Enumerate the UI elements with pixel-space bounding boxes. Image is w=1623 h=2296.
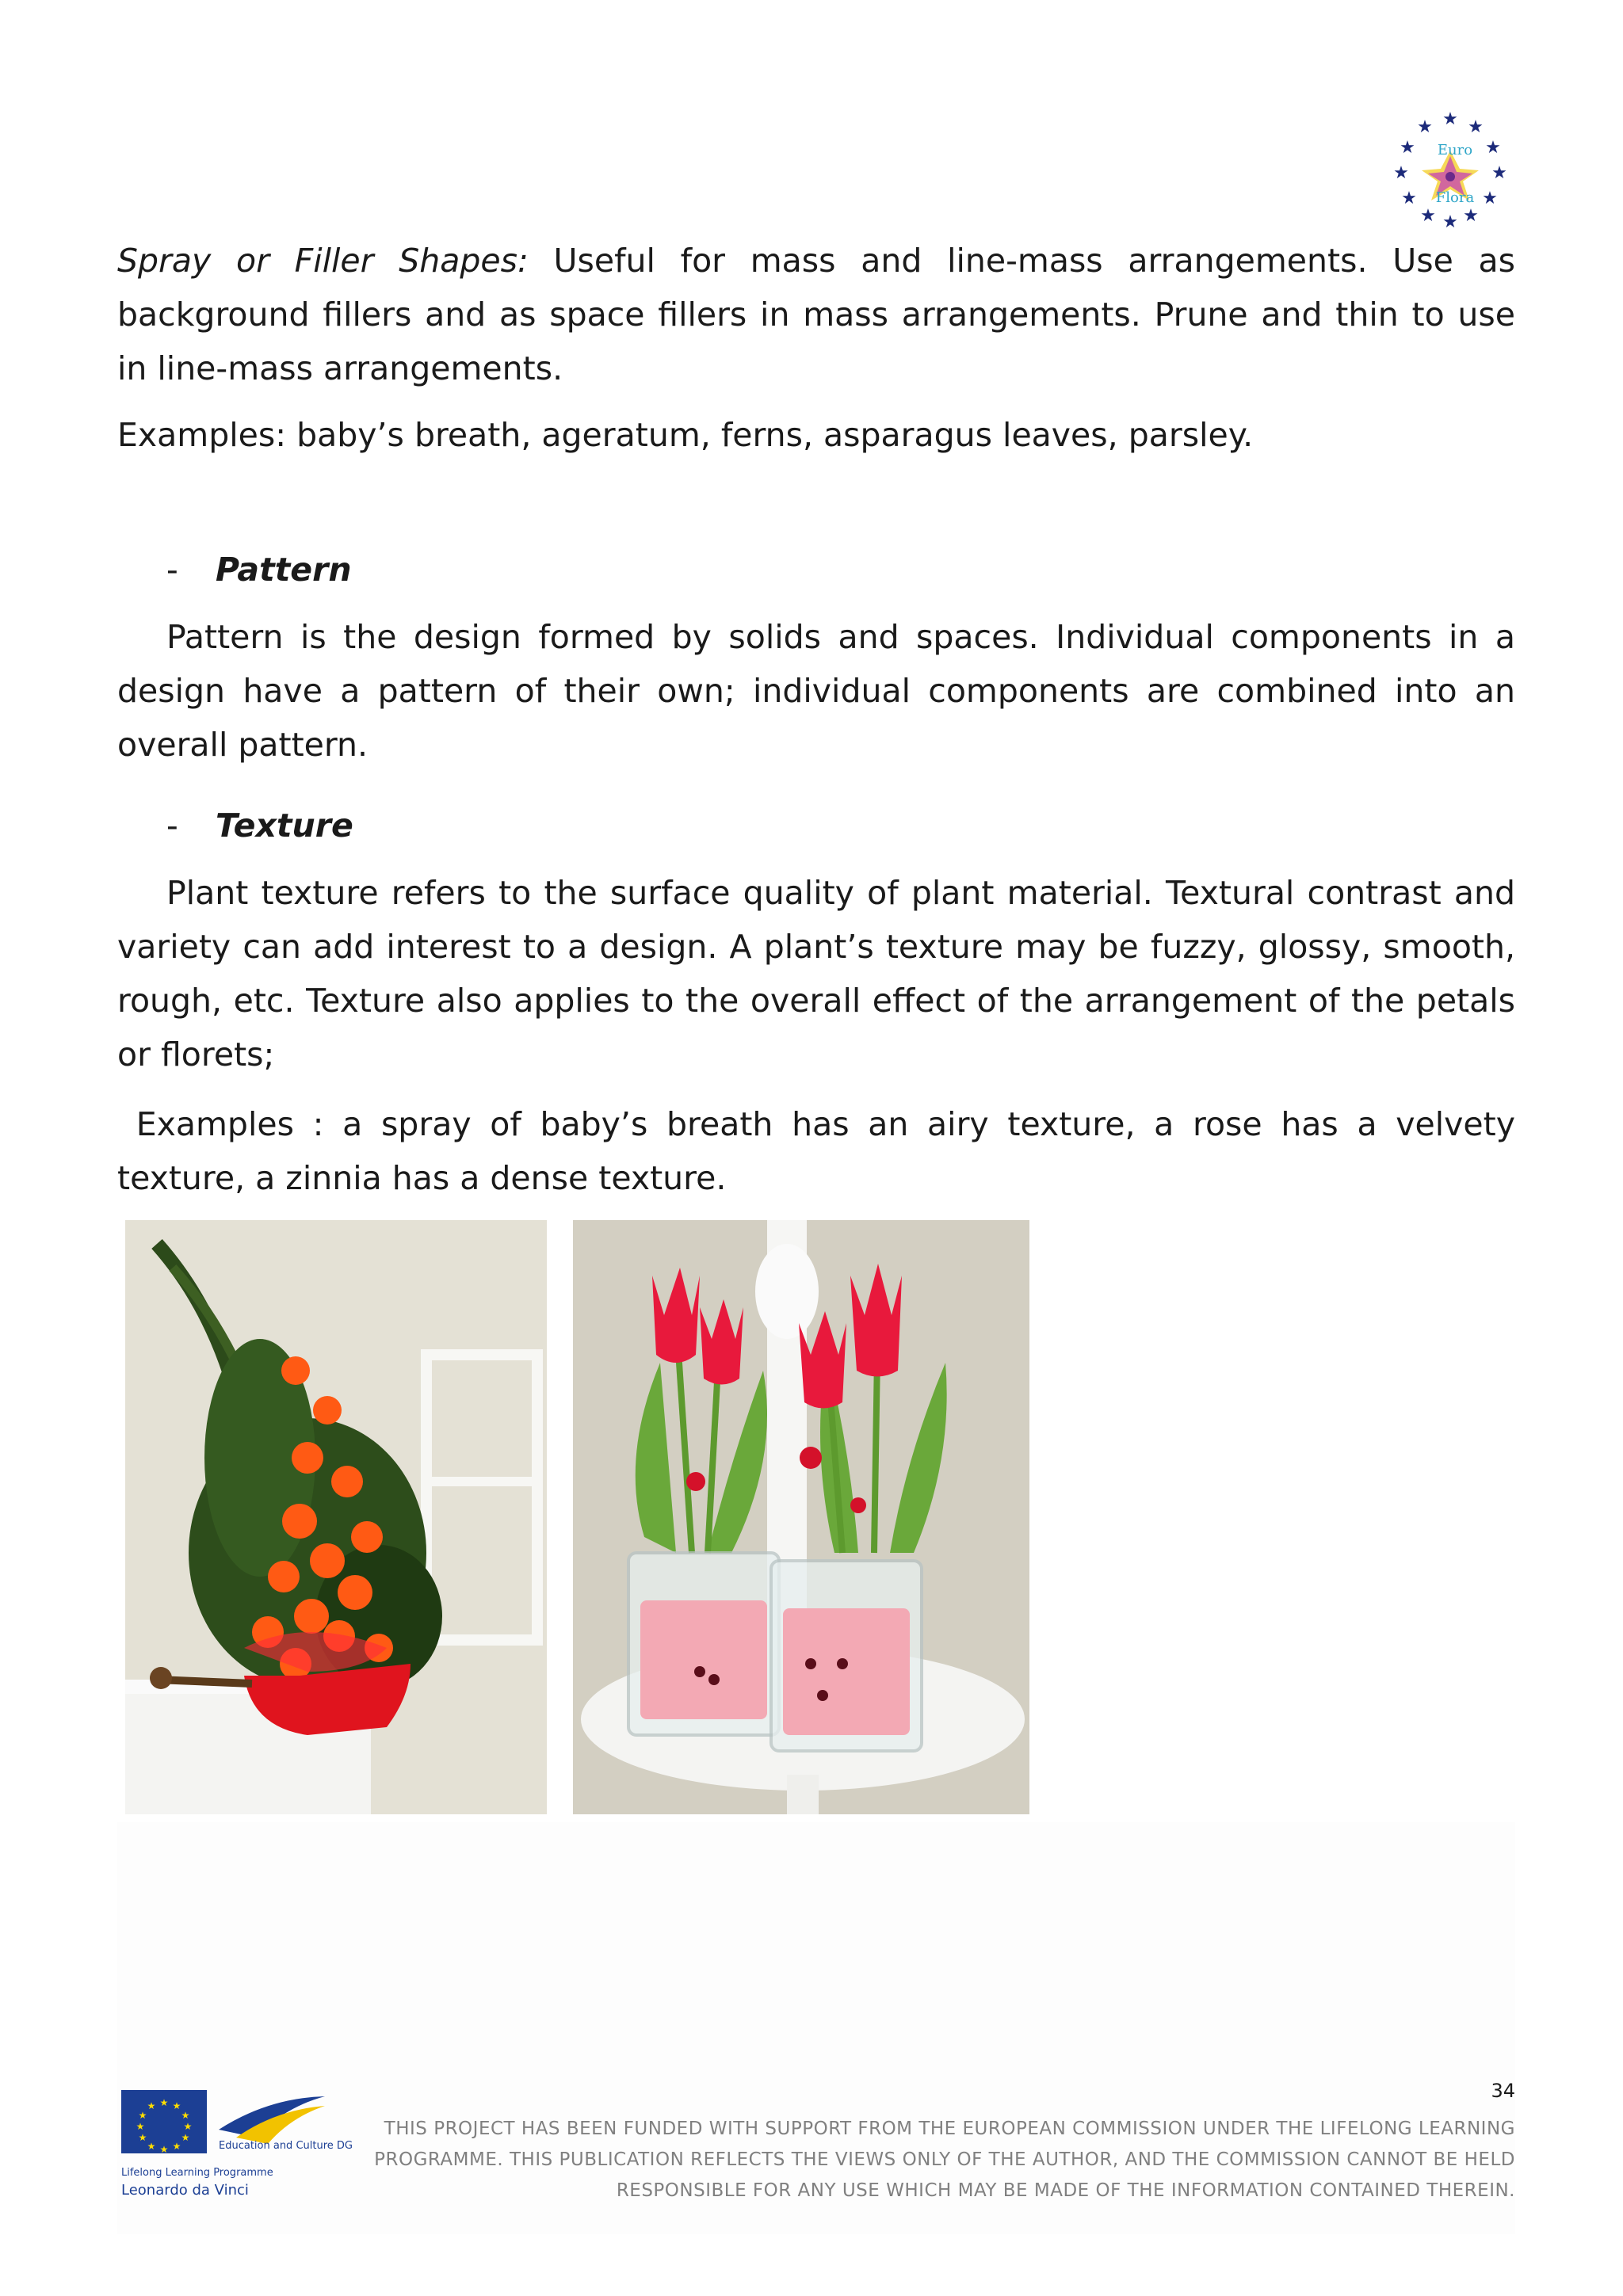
svg-text:★: ★ [181, 2110, 190, 2121]
logo-text-bottom: Flora [1435, 189, 1475, 206]
svg-text:★: ★ [1463, 206, 1479, 226]
examples-texture: Examples : a spray of baby’s breath has an airy texture, a rose has a velvety texture, a zinnia has a dense texture. [117, 1105, 1526, 1197]
tulip-arrangement-photo [573, 1220, 1029, 1814]
svg-text:★: ★ [183, 2121, 193, 2132]
pattern-heading [166, 543, 352, 597]
svg-text:★: ★ [1393, 163, 1409, 183]
svg-text:★: ★ [147, 2141, 156, 2152]
pattern-dash: - [166, 551, 178, 589]
svg-text:★: ★ [138, 2110, 147, 2121]
texture-heading [166, 799, 353, 852]
pattern-paragraph: Pattern is the design formed by solids and spaces. Individual components in a design have a pattern of their own; individual components are combined into an overall pattern. [117, 618, 1515, 764]
texture-paragraph: Plant texture refers to the surface quality of plant material. Textural contrast and variety can add interest to a design. A plant’s texture may be fuzzy, glossy, smooth, rough, etc. Texture also applies to the overall effect of the arrangement of the petals or florets; [117, 874, 1515, 1074]
leonardo-label: Leonardo da Vinci [121, 2182, 249, 2199]
svg-text:★: ★ [1442, 212, 1458, 232]
svg-text:★: ★ [147, 2100, 156, 2111]
llp-label: Lifelong Learning Programme [121, 2167, 273, 2179]
svg-text:★: ★ [159, 2097, 169, 2108]
spray-filler-text: Useful for mass and line-mass arrangements. Use as background fillers and as space fillers in mass arrangements. Prune and thin to use in line-mass arrangements. [117, 242, 1515, 387]
disclaimer-line-2: PROGRAMME. THIS PUBLICATION REFLECTS THE VIEWS ONLY OF THE AUTHOR, AND THE COMMISSION CANNOT BE HELD [374, 2149, 1515, 2170]
texture-title: Texture [216, 807, 353, 845]
rose-arrangement-photo [125, 1220, 547, 1814]
svg-text:★: ★ [1442, 109, 1458, 129]
svg-text:★: ★ [1468, 117, 1484, 137]
svg-text:★: ★ [172, 2141, 181, 2152]
svg-text:★: ★ [1420, 206, 1436, 226]
funding-disclaimer [365, 2114, 1515, 2206]
llp-swoosh-icon [219, 2096, 325, 2144]
texture-dash: - [166, 807, 178, 845]
spray-filler-lead: Spray or Filler Shapes: [117, 242, 529, 280]
svg-text:★: ★ [136, 2121, 145, 2132]
euroflora-logo [1387, 107, 1514, 234]
spray-filler-paragraph [117, 234, 1515, 395]
svg-text:★: ★ [1417, 117, 1433, 137]
eu-flag-icon [121, 2090, 207, 2155]
svg-text:★: ★ [1485, 138, 1501, 158]
svg-text:★: ★ [181, 2132, 190, 2143]
svg-text:★: ★ [1401, 189, 1417, 208]
svg-text:★: ★ [1400, 138, 1415, 158]
svg-text:★: ★ [159, 2144, 169, 2155]
svg-text:★: ★ [172, 2100, 181, 2111]
disclaimer-line-3: RESPONSIBLE FOR ANY USE WHICH MAY BE MADE OF THE INFORMATION CONTAINED THEREIN. [616, 2180, 1515, 2201]
disclaimer-line-1: THIS PROJECT HAS BEEN FUNDED WITH SUPPORT FROM THE EUROPEAN COMMISSION UNDER THE LIFELONG LEARNING [384, 2119, 1515, 2139]
examples-filler: Examples: baby’s breath, ageratum, ferns, asparagus leaves, parsley. [117, 416, 1254, 454]
page-number: 34 [1491, 2080, 1515, 2102]
svg-text:★: ★ [138, 2132, 147, 2143]
pattern-title: Pattern [216, 551, 352, 589]
svg-text:★: ★ [1491, 163, 1507, 183]
logo-text-top: Euro [1437, 142, 1473, 158]
eu-programme-logos [117, 2082, 363, 2233]
edu-culture-label: Education and Culture DG [219, 2140, 353, 2152]
svg-text:★: ★ [1482, 189, 1498, 208]
